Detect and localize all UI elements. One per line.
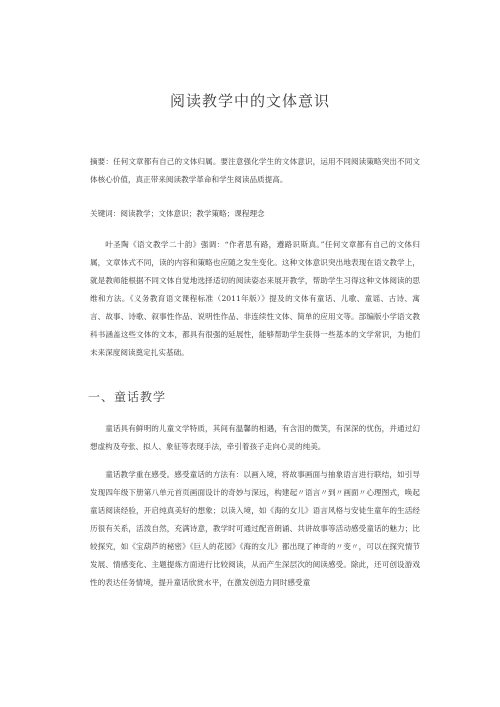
section-paragraph-1: 童话具有鲜明的儿童文学特质，其间有温馨的相遇，有含泪的微笑，有深深的忧伤，并通过幻想虚构及夸张、拟人、象征等表现手法，牵引着孩子走向心灵的纯美。	[90, 424, 420, 451]
section-paragraph-2: 童话教学重在感受。感受童话的方法有：以画入境，将故事画面与抽象语言进行联结，如引导发现四年级下册第八单元首页画面设计的奇妙与深远，构建起〃语言〃到〃画面〃心理图式，唤起童话阅读经验，开启纯真美好的想象；以读入境，如《海的女儿》语言风格与安徒生童年的生活经历很有关系，活泼自然，充满诗意，教学时可通过配音朗诵、共讲故事等活动感受童话的魅力；比较探究，如《宝葫芦的秘密》《巨人的花园》《海的女儿》都出现了神奇的〃变〃，可以在探究情节发展、情感变化、主题提炼方面进行比较阅读，从而产生深层次的阅读感受。除此，还可创设游戏性的表达任务情境，提升童话欣赏水平，在激发创造力同时感受童	[90, 470, 420, 587]
keywords-line: 关键词：阅读教学；文体意识；教学策略；课程理念	[90, 209, 265, 218]
intro-paragraph: 叶圣陶《语文教学二十韵》强调：“作者思有路，遵路识斯真。”任何文章都有自己的文体归属，文章体式不同，读的内容和策略也应随之发生变化。这种文体意识突出地表现在语文教学上，就是教师能根据不同文体自觉地选择适切的阅读姿态来展开教学，帮助学生习得这种文体阅读的思维和方法。《义务教育语文课程标准（2011年版）》提及的文体有童话、儿歌、童谣、古诗、寓言、故事、诗歌、叙事性作品、说明性作品、非连续性文体、简单的应用文等。部编版小学语文教科书涵盖这些文体的文本，都具有很强的延展性，能够帮助学生获得一些基本的文学常识，为他们未来深度阅读奠定扎实基础。	[90, 240, 420, 357]
page-title: 阅读教学中的文体意识	[169, 92, 330, 110]
abstract-paragraph: 摘要：任何文章都有自己的文体归属。要注意强化学生的文体意识，运用不同阅读策略突出不同文体核心价值，真正带来阅读教学革命和学生阅读品质提高。	[90, 157, 420, 184]
section-heading-fairy-tale: 一、童话教学	[88, 390, 167, 404]
